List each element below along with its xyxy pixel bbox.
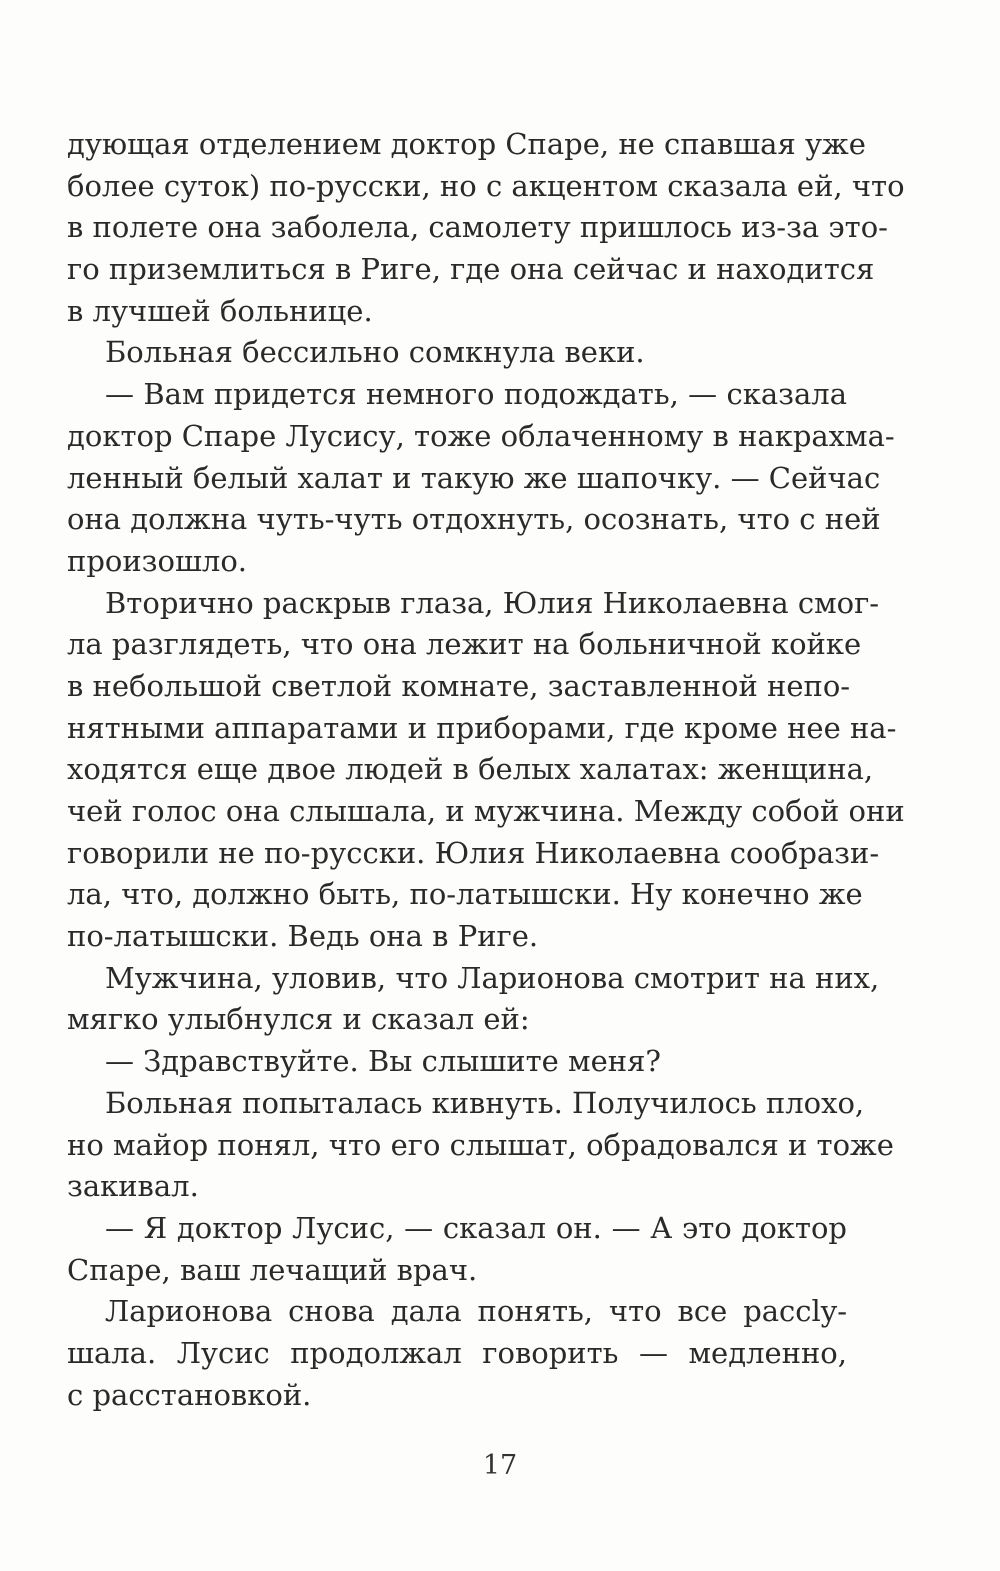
text-line: доктор Спаре Лусису, тоже облаченному в накрахма- <box>67 418 895 453</box>
body-text <box>67 124 905 1416</box>
text-line: ленный белый халат и такую же шапочку. — Сейчас <box>67 460 881 495</box>
text-line: мягко улыбнулся и сказал ей: <box>67 1002 530 1037</box>
text-line: более суток) по-русски, но с акцентом сказала ей, что <box>67 168 905 203</box>
text-line: чей голос она слышала, и мужчина. Между собой они <box>67 794 905 828</box>
text-line: в лучшей больнице. <box>67 293 373 328</box>
text-line: в полете она заболела, самолету пришлось из-за это- <box>67 210 888 245</box>
text-line: в небольшой светлой комнате, заставленной непо- <box>67 668 851 703</box>
text-line: говорили не по-русски. Юлия Николаевна сообрази- <box>67 835 880 870</box>
text-line: произошло. <box>67 543 248 578</box>
text-line: Больная бессильно сомкнула веки. <box>105 335 645 370</box>
text-line: закивал. <box>67 1169 199 1204</box>
text-line: нятными аппаратами и приборами, где кроме нее на- <box>67 710 897 745</box>
text-line: дующая отделением доктор Спаре, не спавшая уже <box>67 127 866 161</box>
text-line: — Здравствуйте. Вы слышите меня? <box>105 1044 661 1079</box>
text-line: по-латышски. Ведь она в Риге. <box>67 919 539 954</box>
text-line: шала. Лусис продолжал говорить — медленно, <box>67 1335 847 1370</box>
text-line: но майор понял, что его слышат, обрадовался и тоже <box>67 1127 894 1162</box>
text-line: ла, что, должно быть, по-латышски. Ну конечно же <box>67 877 863 912</box>
text-line: Ларионова снова дала понять, что все рассly- <box>105 1294 847 1329</box>
text-line: го приземлиться в Риге, где она сейчас и находится <box>67 252 875 287</box>
text-line: — Вам придется немного подождать, — сказала <box>105 377 847 412</box>
text-line: Вторично раскрыв глаза, Юлия Николаевна смог- <box>105 585 880 620</box>
text-line: ходятся еще двое людей в белых халатах: женщина, <box>67 752 874 787</box>
text-line: Больная попыталась кивнуть. Получилось плохо, <box>105 1085 865 1120</box>
page-number: 17 <box>482 1450 518 1481</box>
text-line: ла разглядеть, что она лежит на больничной койке <box>67 627 862 662</box>
text-line: Спаре, ваш лечащий врач. <box>67 1252 478 1287</box>
text-line: с расстановкой. <box>67 1377 312 1412</box>
text-line: она должна чуть-чуть отдохнуть, осознать, что с ней <box>67 502 881 537</box>
text-line: Мужчина, уловив, что Ларионова смотрит на них, <box>105 960 880 995</box>
text-line: — Я доктор Лусис, — сказал он. — А это доктор <box>105 1210 847 1245</box>
